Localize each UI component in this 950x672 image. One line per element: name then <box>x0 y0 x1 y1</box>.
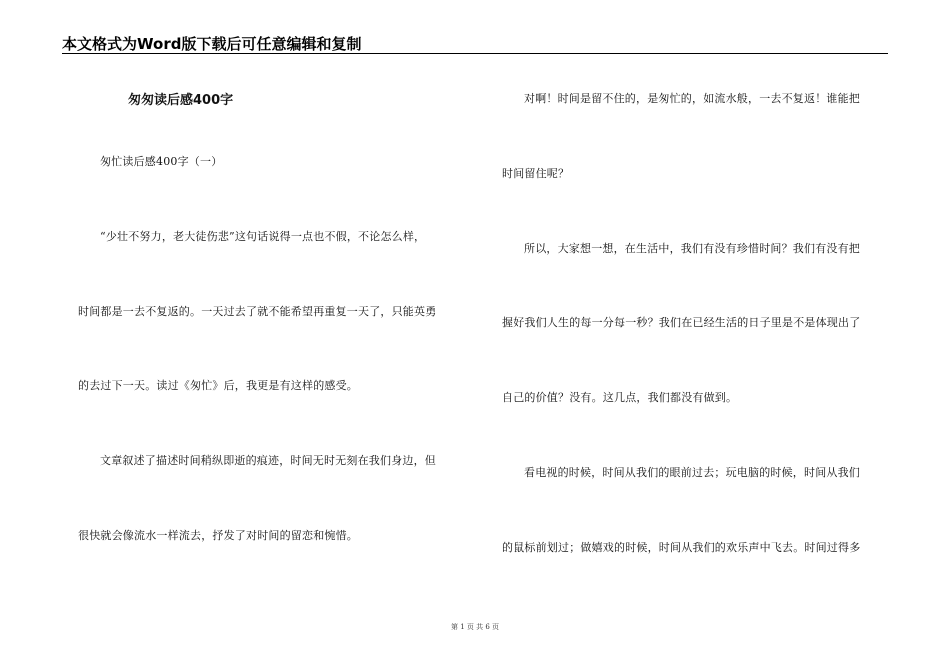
document-title: 匆匆读后感400字 <box>128 93 234 108</box>
paragraph-line: 文章叙述了描述时间稍纵即逝的痕迹，时间无时无刻在我们身边，但 <box>100 454 436 467</box>
paragraph-line: 时间都是一去不复返的。一天过去了就不能希望再重复一天了，只能英勇 <box>78 305 437 318</box>
paragraph-line: 很快就会像流水一样流去，抒发了对时间的留恋和惋惜。 <box>78 529 358 542</box>
paragraph-line: 所以，大家想一想，在生活中，我们有没有珍惜时间？我们有没有把 <box>524 242 860 255</box>
paragraph-line: 的去过下一天。读过《匆忙》后，我更是有这样的感受。 <box>78 379 358 392</box>
paragraph-line: 自己的价值？没有。这几点，我们都没有做到。 <box>502 391 738 404</box>
paragraph-line: 匆忙读后感400字（一） <box>100 155 223 168</box>
page-header-title: 本文格式为Word版下载后可任意编辑和复制 <box>62 35 362 53</box>
paragraph-line: “少壮不努力，老大徒伤悲”这句话说得一点也不假，不论怎么样， <box>100 230 426 243</box>
paragraph-line: 对啊！时间是留不住的，是匆忙的，如流水般，一去不复返！谁能把 <box>524 92 860 105</box>
paragraph-line: 看电视的时候，时间从我们的眼前过去；玩电脑的时候，时间从我们 <box>524 466 860 479</box>
paragraph-line: 的鼠标前划过；做嬉戏的时候，时间从我们的欢乐声中飞去。时间过得多 <box>502 541 861 554</box>
paragraph-line: 时间留住呢？ <box>502 167 570 180</box>
paragraph-line: 握好我们人生的每一分每一秒？我们在已经生活的日子里是不是体现出了 <box>502 316 861 329</box>
right-column <box>502 0 888 672</box>
page-number: 第 1 页 共 6 页 <box>450 623 500 631</box>
left-column <box>78 0 464 672</box>
